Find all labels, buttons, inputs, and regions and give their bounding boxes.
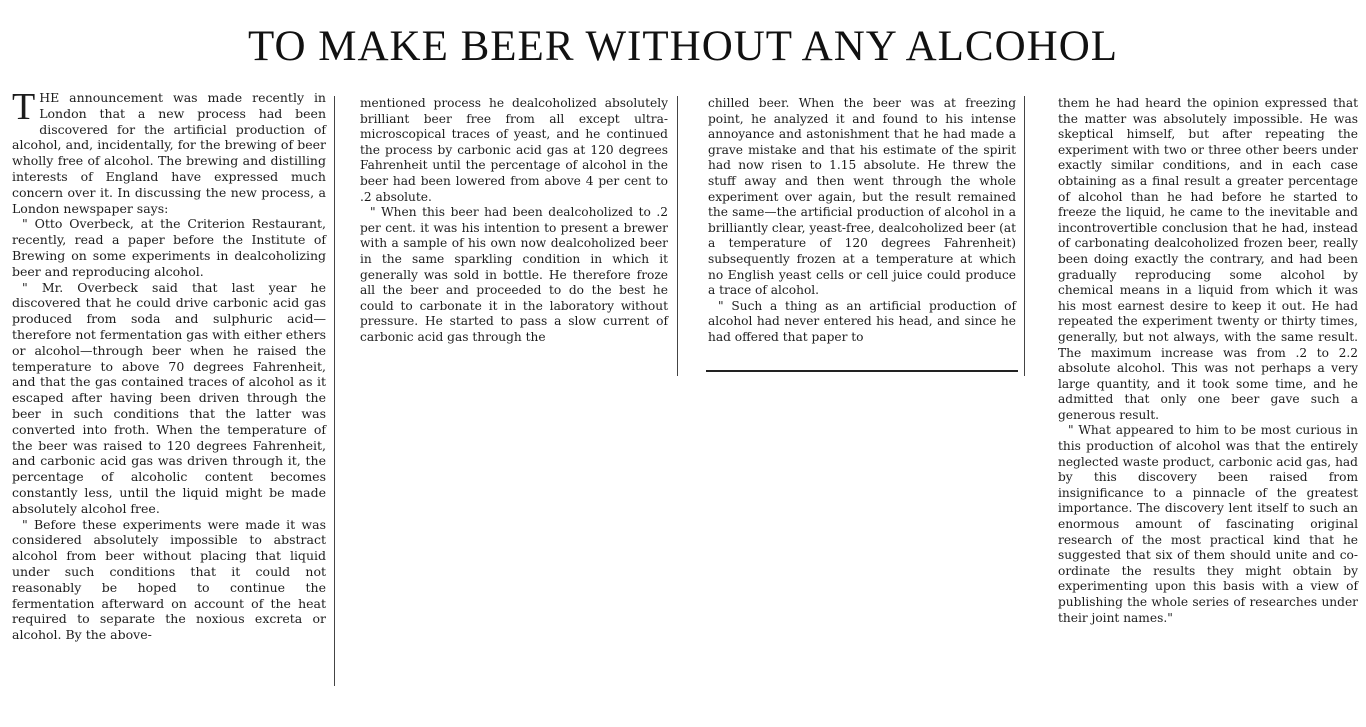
paragraph: chilled beer. When the beer was at freezing point, he analyzed it and found to his intense annoyance and astonishment that he had made a grave mistake and that his estimate of the spirit had now risen to 1.15 absolute. He threw the stuff away and then went through the whole experiment over again, but the result remained the same—the artificial production of alcohol in a brilliantly clear, yeast-free, dealcoholized beer (at a temperature of 120 degrees Fahrenheit) subsequently frozen at a temperature at which no English yeast cells or cell juice could produce a trace of alcohol. [708, 96, 1016, 298]
paragraph: HE announcement was made recently in London that a new process had been discovered for the artificial production of alcohol, and, incidentally, for the brewing of beer wholly free of alcohol. The brewing and distilling interests of England have expressed much concern over it. In discussing the new process, a London newspaper says: [12, 90, 326, 216]
paragraph: " What appeared to him to be most curious in this production of alcohol was that the entirely neglected waste product, carbonic acid gas, had by this discovery been raised from insignificance to a pinnacle of the greatest importance. The discovery lent itself to such an enormous amount of fascinating original research of the most practical kind that he suggested that six of them should unite and co-ordinate the results they might obtain by experimenting upon this basis with a view of publishing the whole series of researches under their joint names." [1058, 423, 1358, 625]
paragraph: mentioned process he dealcoholized absolutely brilliant beer free from all except ultra-microscopical traces of yeast, and he continued the process by carbonic acid gas at 120 degrees Fahrenheit until the percentage of alcohol in the beer had been lowered from above 4 per cent to .2 absolute. [360, 96, 668, 204]
article-end-rule [706, 370, 1018, 372]
paragraph: " Mr. Overbeck said that last year he discovered that he could drive carbonic acid gas produced from soda and sulphuric acid—therefore not fermentation gas with either ethers or alcohol—through beer when he raised the temperature to above 70 degrees Fahrenheit, and that the gas contained traces of alcohol as it escaped after having been driven through the beer in such conditions that the latter was converted into froth. When the temperature of the beer was raised to 120 degrees Fahrenheit, and carbonic acid gas was driven through it, the percentage of alcoholic content becomes constantly less, until the liquid might be made absolutely alcohol free. [12, 279, 326, 516]
article-column-2 [360, 96, 668, 346]
paragraph: " Before these experiments were made it was considered absolutely impossible to abstract alcohol from beer without placing that liquid under such conditions that it could not reasonably be hoped to continue the fermentation afterward on account of the heat required to separate the noxious excreta or alcohol. By the above- [12, 516, 326, 643]
article-column-3 [708, 96, 1016, 346]
drop-cap: T [12, 86, 36, 128]
paragraph: " Otto Overbeck, at the Criterion Restaurant, recently, read a paper before the Institute of Brewing on some experiments in dealcoholizing beer and reproducing alcohol. [12, 216, 326, 279]
column-rule [1024, 96, 1025, 376]
article-column-1 [12, 86, 326, 643]
paragraph: them he had heard the opinion expressed that the matter was absolutely impossible. He was skeptical himself, but after repeating the experiment with two or three other beers under exactly similar conditions, and in each case obtaining as a final result a greater percentage of alcohol than he had before he started to freeze the liquid, he came to the inevitable and incontrovertible conclusion that he had, instead of carbonating dealcoholized frozen beer, really been doing exactly the contrary, and had been gradually reproducing some alcohol by chemical means in a liquid from which it was his most earnest desire to keep it out. He had repeated the experiment twenty or thirty times, generally, but not always, with the same result. The maximum increase was from .2 to 2.2 absolute alcohol. This was not perhaps a very large quantity, and it took some time, and he admitted that only one beer gave such a generous result. [1058, 96, 1358, 422]
column-rule [334, 96, 335, 686]
article-column-4 [1058, 96, 1358, 626]
column-rule [677, 96, 678, 376]
paragraph: " Such a thing as an artificial production of alcohol had never entered his head, and since he had offered that paper to [708, 298, 1016, 344]
headline: TO MAKE BEER WITHOUT ANY ALCOHOL [247, 23, 1119, 70]
paragraph: " When this beer had been dealcoholized to .2 per cent. it was his intention to present a brewer with a sample of his own now dealcoholized beer in the same sparkling condition in which it generally was sold in bottle. He therefore froze all the beer and proceeded to do the best he could to carbonate it in the laboratory without pressure. He started to pass a slow current of carbonic acid gas through the [360, 205, 668, 344]
